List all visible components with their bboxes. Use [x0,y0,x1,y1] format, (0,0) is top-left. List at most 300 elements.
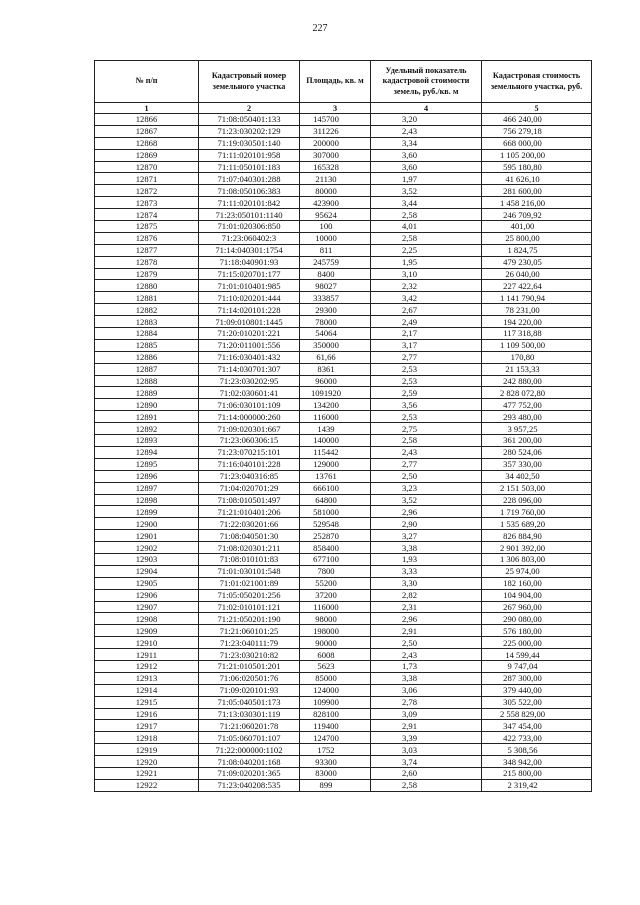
table-row [95,149,592,161]
cadastral-number-cell: 71:23:040208:535 [199,779,300,791]
area-cell: 21130 [300,173,371,185]
value-cell: 1 105 200,00 [482,149,592,161]
rate-cell: 2,82 [371,589,482,601]
value-cell: 9 747,04 [482,660,592,672]
area-cell: 307000 [300,149,371,161]
table-row [95,708,592,720]
rate-cell: 2,53 [371,363,482,375]
header-cadastral-value: Кадастровая стоимость земельного участка, руб. [482,61,592,103]
row-number-cell: 12890 [95,399,199,411]
row-number-cell: 12913 [95,672,199,684]
rate-cell: 4,01 [371,221,482,233]
table-body [95,114,592,792]
table-row [95,435,592,447]
area-cell: 198000 [300,625,371,637]
row-number-cell: 12915 [95,696,199,708]
area-cell: 98000 [300,613,371,625]
value-cell: 290 080,00 [482,613,592,625]
row-number-cell: 12921 [95,767,199,779]
table-row [95,209,592,221]
value-cell: 215 800,00 [482,767,592,779]
table-row [95,197,592,209]
area-cell: 811 [300,244,371,256]
cadastral-number-cell: 71:06:030101:109 [199,399,300,411]
rate-cell: 3,60 [371,161,482,173]
area-cell: 8400 [300,268,371,280]
value-cell: 26 040,00 [482,268,592,280]
area-cell: 116000 [300,411,371,423]
cadastral-number-cell: 71:14:000000:260 [199,411,300,423]
row-number-cell: 12919 [95,744,199,756]
rate-cell: 3,06 [371,684,482,696]
table-row [95,125,592,137]
area-cell: 29300 [300,304,371,316]
cadastral-number-cell: 71:01:010401:985 [199,280,300,292]
row-number-cell: 12894 [95,446,199,458]
table-row [95,613,592,625]
row-number-cell: 12898 [95,494,199,506]
rate-cell: 3,23 [371,482,482,494]
value-cell: 228 096,00 [482,494,592,506]
value-cell: 41 626,10 [482,173,592,185]
cadastral-number-cell: 71:09:010801:1445 [199,316,300,328]
column-number-row [95,103,592,114]
table-row [95,446,592,458]
rate-cell: 3,09 [371,708,482,720]
rate-cell: 2,60 [371,767,482,779]
area-cell: 10000 [300,232,371,244]
area-cell: 54064 [300,328,371,340]
row-number-cell: 12880 [95,280,199,292]
rate-cell: 2,77 [371,458,482,470]
area-cell: 333857 [300,292,371,304]
row-number-cell: 12891 [95,411,199,423]
row-number-cell: 12892 [95,423,199,435]
table-row [95,649,592,661]
row-number-cell: 12900 [95,518,199,530]
cadastral-number-cell: 71:18:040901:93 [199,256,300,268]
table-row [95,672,592,684]
row-number-cell: 12886 [95,351,199,363]
table-row [95,660,592,672]
cadastral-number-cell: 71:23:060306:15 [199,435,300,447]
row-number-cell: 12902 [95,542,199,554]
rate-cell: 3,33 [371,565,482,577]
value-cell: 2 319,42 [482,779,592,791]
value-cell: 104 904,00 [482,589,592,601]
cadastral-number-cell: 71:22:030201:66 [199,518,300,530]
area-cell: 200000 [300,137,371,149]
cadastral-number-cell: 71:01:030101:548 [199,565,300,577]
header-row-number: № п/п [95,61,199,103]
value-cell: 117 318,88 [482,328,592,340]
table-row [95,684,592,696]
area-cell: 124700 [300,732,371,744]
cadastral-number-cell: 71:21:060101:25 [199,625,300,637]
page-number: 227 [312,23,328,34]
area-cell: 899 [300,779,371,791]
table-header-row [95,61,592,103]
value-cell: 756 279,18 [482,125,592,137]
area-cell: 55200 [300,577,371,589]
value-cell: 348 942,00 [482,756,592,768]
row-number-cell: 12872 [95,185,199,197]
rate-cell: 3,30 [371,577,482,589]
cadastral-number-cell: 71:05:060701:107 [199,732,300,744]
value-cell: 401,00 [482,221,592,233]
area-cell: 350000 [300,339,371,351]
column-number: 5 [482,103,592,114]
rate-cell: 3,17 [371,339,482,351]
area-cell: 7800 [300,565,371,577]
row-number-cell: 12893 [95,435,199,447]
row-number-cell: 12911 [95,649,199,661]
cadastral-number-cell: 71:06:020501:76 [199,672,300,684]
area-cell: 80000 [300,185,371,197]
table-row [95,232,592,244]
value-cell: 357 330,00 [482,458,592,470]
cadastral-number-cell: 71:08:050401:133 [199,114,300,126]
row-number-cell: 12885 [95,339,199,351]
table-row [95,518,592,530]
value-cell: 479 230,05 [482,256,592,268]
value-cell: 182 160,00 [482,577,592,589]
cadastral-number-cell: 71:16:030401:432 [199,351,300,363]
rate-cell: 2,58 [371,209,482,221]
table-row [95,470,592,482]
value-cell: 361 200,00 [482,435,592,447]
area-cell: 119400 [300,720,371,732]
row-number-cell: 12906 [95,589,199,601]
row-number-cell: 12903 [95,553,199,565]
row-number-cell: 12868 [95,137,199,149]
row-number-cell: 12896 [95,470,199,482]
table-row [95,280,592,292]
value-cell: 5 308,56 [482,744,592,756]
area-cell: 64800 [300,494,371,506]
area-cell: 78000 [300,316,371,328]
cadastral-number-cell: 71:23:060402:3 [199,232,300,244]
cadastral-number-cell: 71:01:020306:850 [199,221,300,233]
cadastral-number-cell: 71:15:020701:177 [199,268,300,280]
rate-cell: 3,42 [371,292,482,304]
cadastral-number-cell: 71:21:010501:201 [199,660,300,672]
rate-cell: 2,17 [371,328,482,340]
value-cell: 21 153,33 [482,363,592,375]
area-cell: 828100 [300,708,371,720]
cadastral-number-cell: 71:07:040301:288 [199,173,300,185]
table-row [95,185,592,197]
cadastral-number-cell: 71:23:050101:1140 [199,209,300,221]
rate-cell: 1,97 [371,173,482,185]
header-unit-rate: Удельный показатель кадастровой стоимости земель, руб./кв. м [371,61,482,103]
table-row [95,542,592,554]
value-cell: 287 300,00 [482,672,592,684]
area-cell: 858400 [300,542,371,554]
cadastral-number-cell: 71:23:040111:79 [199,637,300,649]
row-number-cell: 12870 [95,161,199,173]
rate-cell: 2,50 [371,470,482,482]
cadastral-number-cell: 71:04:020701:29 [199,482,300,494]
value-cell: 194 220,00 [482,316,592,328]
table-row [95,601,592,613]
table-row [95,589,592,601]
area-cell: 8361 [300,363,371,375]
area-cell: 5623 [300,660,371,672]
rate-cell: 1,73 [371,660,482,672]
row-number-cell: 12922 [95,779,199,791]
area-cell: 109900 [300,696,371,708]
table-row [95,304,592,316]
table-row [95,506,592,518]
table-row [95,756,592,768]
area-cell: 115442 [300,446,371,458]
area-cell: 95624 [300,209,371,221]
row-number-cell: 12899 [95,506,199,518]
row-number-cell: 12895 [95,458,199,470]
cadastral-number-cell: 71:21:050201:190 [199,613,300,625]
row-number-cell: 12884 [95,328,199,340]
value-cell: 3 957,25 [482,423,592,435]
row-number-cell: 12887 [95,363,199,375]
cadastral-number-cell: 71:21:010401:206 [199,506,300,518]
area-cell: 581000 [300,506,371,518]
cadastral-number-cell: 71:10:020201:444 [199,292,300,304]
row-number-cell: 12878 [95,256,199,268]
rate-cell: 2,49 [371,316,482,328]
cadastral-number-cell: 71:08:040201:168 [199,756,300,768]
rate-cell: 2,58 [371,435,482,447]
area-cell: 96000 [300,375,371,387]
cadastral-number-cell: 71:08:050106:383 [199,185,300,197]
table-row [95,423,592,435]
rate-cell: 2,96 [371,613,482,625]
table-row [95,637,592,649]
table-row [95,399,592,411]
rate-cell: 3,39 [371,732,482,744]
area-cell: 134200 [300,399,371,411]
value-cell: 826 884,90 [482,530,592,542]
row-number-cell: 12875 [95,221,199,233]
value-cell: 422 733,00 [482,732,592,744]
value-cell: 267 960,00 [482,601,592,613]
cadastral-number-cell: 71:20:010201:221 [199,328,300,340]
value-cell: 25 974,00 [482,565,592,577]
value-cell: 2 901 392,00 [482,542,592,554]
rate-cell: 3,38 [371,542,482,554]
row-number-cell: 12912 [95,660,199,672]
row-number-cell: 12920 [95,756,199,768]
area-cell: 85000 [300,672,371,684]
cadastral-number-cell: 71:11:020101:958 [199,149,300,161]
value-cell: 227 422,64 [482,280,592,292]
header-area: Площадь, кв. м [300,61,371,103]
rate-cell: 2,53 [371,375,482,387]
value-cell: 466 240,00 [482,114,592,126]
row-number-cell: 12876 [95,232,199,244]
value-cell: 1 109 500,00 [482,339,592,351]
area-cell: 245759 [300,256,371,268]
area-cell: 61,66 [300,351,371,363]
table-row [95,351,592,363]
table-row [95,256,592,268]
table-row [95,577,592,589]
value-cell: 78 231,00 [482,304,592,316]
table-row [95,387,592,399]
row-number-cell: 12907 [95,601,199,613]
rate-cell: 2,77 [371,351,482,363]
row-number-cell: 12866 [95,114,199,126]
area-cell: 83000 [300,767,371,779]
row-number-cell: 12908 [95,613,199,625]
value-cell: 379 440,00 [482,684,592,696]
cadastral-number-cell: 71:08:010501:497 [199,494,300,506]
value-cell: 1 141 790,94 [482,292,592,304]
table-row [95,161,592,173]
area-cell: 13761 [300,470,371,482]
cadastral-number-cell: 71:23:040316:85 [199,470,300,482]
table-row [95,720,592,732]
area-cell: 116000 [300,601,371,613]
rate-cell: 2,43 [371,649,482,661]
value-cell: 2 828 072,80 [482,387,592,399]
area-cell: 666100 [300,482,371,494]
value-cell: 1 824,75 [482,244,592,256]
area-cell: 529548 [300,518,371,530]
table-row [95,411,592,423]
area-cell: 37200 [300,589,371,601]
area-cell: 145700 [300,114,371,126]
value-cell: 668 000,00 [482,137,592,149]
value-cell: 170,80 [482,351,592,363]
column-number: 4 [371,103,482,114]
value-cell: 14 599,44 [482,649,592,661]
table-row [95,375,592,387]
rate-cell: 2,90 [371,518,482,530]
cadastral-number-cell: 71:14:030701:307 [199,363,300,375]
row-number-cell: 12910 [95,637,199,649]
row-number-cell: 12877 [95,244,199,256]
row-number-cell: 12881 [95,292,199,304]
cadastral-number-cell: 71:13:030301:119 [199,708,300,720]
table-row [95,494,592,506]
cadastral-number-cell: 71:09:020301:667 [199,423,300,435]
value-cell: 280 524,06 [482,446,592,458]
table-row [95,114,592,126]
cadastral-number-cell: 71:09:020201:365 [199,767,300,779]
row-number-cell: 12869 [95,149,199,161]
value-cell: 2 151 503,00 [482,482,592,494]
table-row [95,779,592,791]
rate-cell: 3,60 [371,149,482,161]
cadastral-number-cell: 71:11:050101:183 [199,161,300,173]
cadastral-number-cell: 71:08:020301:211 [199,542,300,554]
area-cell: 124000 [300,684,371,696]
cadastral-number-cell: 71:08:040501:30 [199,530,300,542]
row-number-cell: 12873 [95,197,199,209]
value-cell: 347 454,00 [482,720,592,732]
cadastral-number-cell: 71:23:030202:95 [199,375,300,387]
table-row [95,221,592,233]
area-cell: 129000 [300,458,371,470]
value-cell: 242 880,00 [482,375,592,387]
table-row [95,458,592,470]
cadastral-number-cell: 71:16:040101:228 [199,458,300,470]
row-number-cell: 12901 [95,530,199,542]
value-cell: 477 752,00 [482,399,592,411]
table-row [95,244,592,256]
cadastral-number-cell: 71:02:030601:41 [199,387,300,399]
row-number-cell: 12871 [95,173,199,185]
cadastral-number-cell: 71:14:040301:1754 [199,244,300,256]
cadastral-number-cell: 71:08:010101:83 [199,553,300,565]
row-number-cell: 12888 [95,375,199,387]
area-cell: 90000 [300,637,371,649]
value-cell: 246 709,92 [482,209,592,221]
table-row [95,565,592,577]
header-cadastral-number: Кадастровый номер земельного участка [199,61,300,103]
table-row [95,173,592,185]
table-row [95,696,592,708]
table-row [95,268,592,280]
rate-cell: 3,74 [371,756,482,768]
rate-cell: 3,44 [371,197,482,209]
rate-cell: 3,03 [371,744,482,756]
cadastral-number-cell: 71:23:030210:82 [199,649,300,661]
cadastral-number-cell: 71:23:070215:101 [199,446,300,458]
table-row [95,732,592,744]
rate-cell: 3,56 [371,399,482,411]
area-cell: 1439 [300,423,371,435]
table-row [95,363,592,375]
row-number-cell: 12874 [95,209,199,221]
rate-cell: 2,78 [371,696,482,708]
rate-cell: 1,93 [371,553,482,565]
value-cell: 305 522,00 [482,696,592,708]
area-cell: 165328 [300,161,371,173]
rate-cell: 3,27 [371,530,482,542]
row-number-cell: 12889 [95,387,199,399]
table-row [95,767,592,779]
row-number-cell: 12897 [95,482,199,494]
rate-cell: 2,32 [371,280,482,292]
value-cell: 1 458 216,00 [482,197,592,209]
rate-cell: 3,10 [371,268,482,280]
area-cell: 423900 [300,197,371,209]
cadastral-number-cell: 71:22:000000:1102 [199,744,300,756]
area-cell: 100 [300,221,371,233]
value-cell: 1 535 689,20 [482,518,592,530]
row-number-cell: 12916 [95,708,199,720]
table-row [95,292,592,304]
area-cell: 677100 [300,553,371,565]
row-number-cell: 12914 [95,684,199,696]
cadastral-number-cell: 71:19:030501:140 [199,137,300,149]
rate-cell: 1,95 [371,256,482,268]
rate-cell: 3,20 [371,114,482,126]
table-row [95,553,592,565]
cadastral-number-cell: 71:23:030202:129 [199,125,300,137]
rate-cell: 3,52 [371,185,482,197]
value-cell: 293 480,00 [482,411,592,423]
value-cell: 2 558 829,00 [482,708,592,720]
cadastral-number-cell: 71:05:050201:256 [199,589,300,601]
cadastral-number-cell: 71:01:021001:89 [199,577,300,589]
value-cell: 576 180,00 [482,625,592,637]
column-number: 3 [300,103,371,114]
row-number-cell: 12883 [95,316,199,328]
column-number: 1 [95,103,199,114]
